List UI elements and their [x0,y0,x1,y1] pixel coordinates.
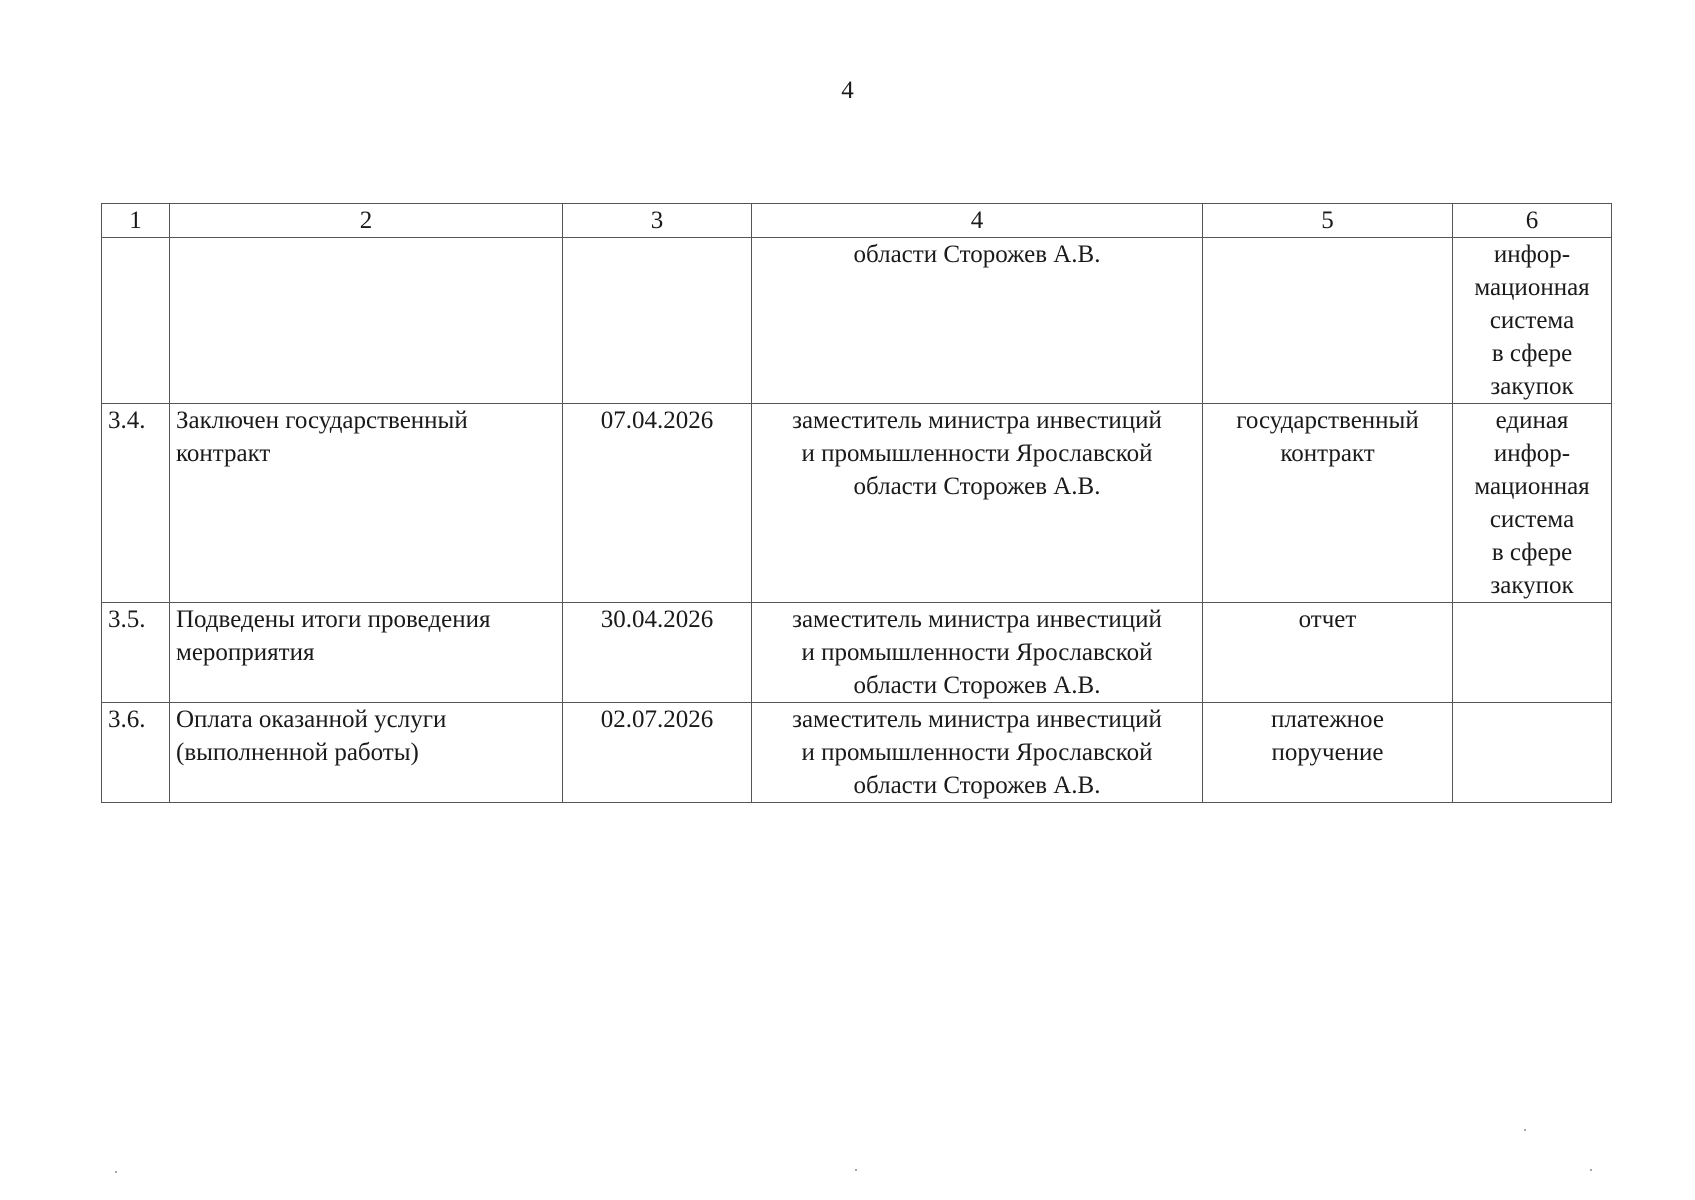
column-header: 6 [1453,204,1612,238]
item-date: 30.04.2026 [563,603,752,703]
scan-speck [1524,1129,1526,1131]
item-source [1453,603,1612,703]
table-header-row [102,204,1612,238]
table-row [102,404,1612,603]
column-header: 3 [563,204,752,238]
table-row [102,603,1612,703]
page-number: 4 [841,77,854,104]
item-title [170,238,563,404]
table-row [102,238,1612,404]
item-number: 3.4. [102,404,170,603]
item-date: 02.07.2026 [563,703,752,803]
scan-speck [1590,1169,1592,1171]
item-source: единая инфор- мационная система в сфере закупок [1453,404,1612,603]
item-result: платежное поручение [1203,703,1453,803]
item-date: 07.04.2026 [563,404,752,603]
item-result: государственный контракт [1203,404,1453,603]
item-source: инфор- мационная система в сфере закупок [1453,238,1612,404]
item-responsible: области Сторожев А.В. [752,238,1203,404]
item-number: 3.6. [102,703,170,803]
item-number: 3.5. [102,603,170,703]
column-header: 5 [1203,204,1453,238]
plan-table [101,203,1612,803]
item-responsible: заместитель министра инвестиций и промышленности Ярославской области Сторожев А.В. [752,603,1203,703]
item-number [102,238,170,404]
item-date [563,238,752,404]
column-header: 2 [170,204,563,238]
item-result [1203,238,1453,404]
column-header: 1 [102,204,170,238]
item-title: Оплата оказанной услуги (выполненной работы) [170,703,563,803]
item-title: Подведены итоги проведения мероприятия [170,603,563,703]
column-header: 4 [752,204,1203,238]
table-row [102,703,1612,803]
item-result: отчет [1203,603,1453,703]
item-title: Заключен государственный контракт [170,404,563,603]
item-source [1453,703,1612,803]
scan-speck [855,1169,857,1171]
item-responsible: заместитель министра инвестиций и промышленности Ярославской области Сторожев А.В. [752,703,1203,803]
item-responsible: заместитель министра инвестиций и промышленности Ярославской области Сторожев А.В. [752,404,1203,603]
scan-speck [115,1171,117,1173]
